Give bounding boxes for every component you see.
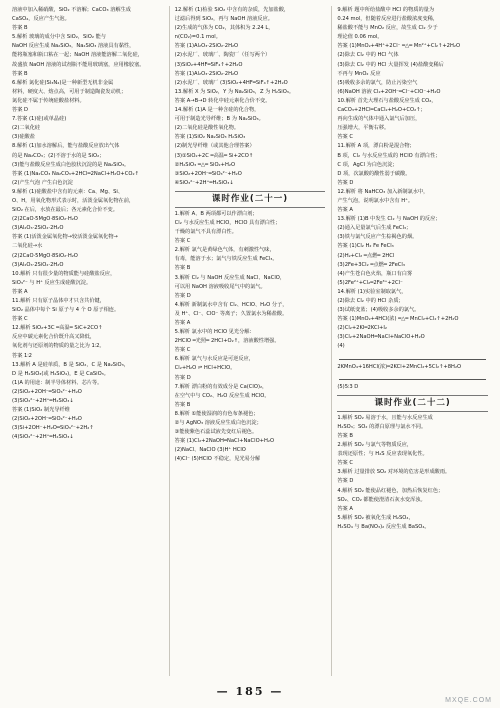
text-line: (2)NaCl、NaClO (3)H⁺ HClO — [174, 447, 246, 454]
text-line: (3)Al₂O₃·2SiO₂·2H₂O — [12, 225, 64, 232]
text-line: 答案 B — [337, 432, 353, 439]
text-line: B 项，Cl₂ 与水反应生成的 HClO 有漂白性； — [337, 152, 441, 159]
text-line: 11.解析 只有原子晶体中才只含共价键， — [12, 298, 105, 304]
text-line: 产生气泡，说明氯水中含有 H⁺。 — [337, 197, 414, 204]
text-line: 答案 1∶2 — [12, 352, 32, 359]
text-line: (3)铁与氯气反应产生棕褐色的烟。 — [337, 234, 418, 241]
text-line: (2)SiO₂+2OH⁻═SiO₃²⁻+H₂O — [12, 388, 82, 395]
text-line: H₂SO₃；SO₂ 的漂白原理与氯水不同。 — [337, 423, 427, 430]
text-line: 4.解析 新制氯水中含有 Cl₂、HClO、H₂O 分子， — [174, 301, 288, 308]
text-line: 能将瓶塞和瓶口粘在一起；NaOH 溶液能溶解二氧化硅， — [12, 52, 143, 59]
page-footer: — 185 — — [216, 685, 284, 698]
text-line: (5)5∶3 D — [337, 383, 359, 390]
text-line: 13.解析 X 为 SiO₂，Y 为 Na₂SiO₃，Z 为 H₂SiO₃。 — [174, 88, 295, 95]
text-line: (2)Cl₂+2KI═2KCl+I₂ — [337, 325, 387, 332]
text-line: 答案 D — [337, 179, 354, 186]
page-content — [12, 6, 488, 676]
text-line: 2.解析 氯气是黄绿色气体，有刺激性气味， — [174, 247, 275, 254]
text-line: 答案 A — [174, 320, 191, 326]
text-line: 压强增大，平衡右移。 — [337, 125, 390, 132]
text-line: ②与 AgNO₃ 溶液反应生成白色沉淀； — [174, 420, 262, 427]
text-line: D 项，次氯酸的酸性弱于碳酸。 — [337, 170, 411, 177]
text-line: 答案 B — [174, 265, 191, 272]
text-line: 不再与 MnO₂ 反应 — [337, 70, 381, 77]
text-line: 14.解析 (1)A 是一种含硅的化合物， — [174, 107, 260, 114]
text-line: 5.解析 SO₂ 被氧化生成 H₂SO₄， — [337, 514, 414, 521]
text-line: ④SiO₃²⁻+2H⁺═H₂SiO₃↓ — [174, 179, 234, 186]
text-line: (4)产生苍白色火焰，瓶口有白雾 — [337, 270, 413, 277]
text-line: (3)Cl₂+2NaOH═NaCl+NaClO+H₂O — [337, 334, 425, 341]
text-line: ③能使紫色石蕊试液先变红后褪色。 — [174, 429, 258, 436]
text-line: 答案 C — [174, 238, 191, 245]
column-left — [12, 6, 163, 676]
text-line: (3)除去 Cl₂ 中的 HCl 大量挥发 (4)盐酸变稀后 — [337, 61, 444, 68]
text-line: 有毒，能溶于水；氯气与铁反应生成 FeCl₃。 — [174, 256, 278, 263]
text-line: 故盛放 NaOH 溶液的试剂瓶不能用玻璃塞，应用橡胶塞。 — [12, 61, 145, 68]
text-line: 8.解析 (1)加水溶解后，能与盐酸反应放出气体 — [12, 143, 120, 150]
text-line: 表现还原性；与 H₂S 反应表现氧化性。 — [337, 451, 428, 458]
text-line: SiO₂ 晶体中每个 Si 原子与 4 个 O 原子相连。 — [12, 307, 120, 314]
text-line: SO₂、CO₂ 都能使澄清石灰水变浑浊。 — [337, 496, 426, 503]
text-line: 答案 A — [337, 207, 353, 214]
text-line: 氮化硅不属于传统硅酸盐材料。 — [12, 97, 85, 104]
text-line: 10.解析 首先大理石与盐酸反应生成 CO₂， — [337, 97, 437, 104]
text-line: C 项，AgCl 为白色沉淀； — [337, 161, 398, 168]
text-line: 答案 A — [12, 288, 28, 295]
text-line: 答案 (1)Cl₂ H₂ Fe FeCl₃ — [337, 243, 394, 250]
text-line: (4)Cl⁻ (5)HClO 不稳定，见光易分解 — [174, 456, 261, 463]
text-line: 6.解析 氮化硅(Si₃N₄)是一种新型无机非金属 — [12, 79, 114, 86]
text-line: (2)2CaO·5MgO·8SiO₂·H₂O — [12, 252, 78, 259]
text-line: 7.解析 漂白粉的有效成分是 Ca(ClO)₂， — [174, 383, 268, 390]
text-line: (3)①SiO₂+2C ═高温═ Si+2CO↑ — [174, 152, 254, 159]
page-number: 185 — [235, 685, 265, 698]
text-line: 材料，硬度大、熔点高，可用于制造陶瓷发动机； — [12, 88, 127, 95]
text-line: 答案 A — [337, 505, 353, 512]
text-line: Cl₂ 与水反应生成 HClO，HClO 具有漂白性； — [174, 219, 281, 226]
text-line: 答案 C — [337, 134, 353, 141]
text-line: 可用于制造光导纤维；B 为 Na₂SiO₃。 — [174, 116, 264, 123]
text-line: 答案 B — [12, 70, 28, 77]
text-line: 4.解析 SO₂ 能使品红褪色，加热后恢复红色； — [337, 487, 444, 494]
text-line: (2)生成的气体为 CO₂，其体积为 2.24 L， — [174, 25, 274, 32]
text-line: 答案 C — [337, 460, 353, 467]
text-line: (3)能与盐酸反应生成白色胶状沉淀的是 Na₂SiO₃。 — [12, 161, 130, 168]
text-line: (2)水泥厂、玻璃厂、陶瓷厂（任写两个） — [174, 52, 271, 59]
text-line: 答案 (1)MnO₂+4H⁺+2Cl⁻ ═△═ Mn²⁺+Cl₂↑+2H₂O — [337, 43, 461, 50]
text-line: (3)硅酸盐 — [12, 134, 35, 141]
text-line: 答案 (1)Cl₂+2NaOH═NaCl+NaClO+H₂O — [174, 438, 275, 445]
text-line: 8.解析 ①能使湿润的有色布条褪色； — [174, 410, 259, 417]
text-line: 及 H⁺、Cl⁻、ClO⁻ 等离子；久置氯水为稀盐酸。 — [174, 310, 288, 317]
text-line: Cl₂+H₂O ⇌ HCl+HClO。 — [174, 365, 236, 372]
section-heading: 课时作业(二十一) — [175, 191, 326, 208]
text-line: (2)制光导纤维（或其他合理答案） — [174, 143, 255, 150]
text-line: 反应中碳元素化合价既升高又降低， — [12, 334, 96, 341]
section-heading: 课时作业(二十二) — [337, 395, 488, 412]
column-middle — [169, 6, 326, 676]
text-line: n(CO₂)=0.1 mol。 — [174, 34, 221, 41]
text-line: D 是 H₂SiO₃(或 H₄SiO₄)，E 是 CaSiO₃。 — [12, 370, 109, 377]
text-line: 2KMnO₄+16HCl(浓)═2KCl+2MnCl₂+5Cl₂↑+8H₂O — [337, 363, 462, 370]
text-line: (2)SiO₂+2OH⁻═SiO₃²⁻+H₂O — [12, 416, 82, 423]
text-line: 13.解析 (1)B 中发生 Cl₂ 与 NaOH 的反应； — [337, 216, 441, 223]
text-line: (2)二氧化硅是酸性氧化物。 — [174, 125, 240, 132]
text-line: (2)H₂+Cl₂ ═点燃═ 2HCl — [337, 252, 395, 259]
text-line: ②H₂SiO₃ ═△═ SiO₂+H₂O — [174, 161, 236, 168]
text-line: (4)SiO₃²⁻+2H⁺═H₂SiO₃↓ — [12, 434, 74, 441]
text-line: 答案 (1)活泼金属氧化物→较活泼金属氧化物→ — [12, 234, 118, 241]
text-line: (5)吸收多余的氯气，防止污染空气 — [337, 79, 418, 86]
text-line: (3)Al₂O₃·2SiO₂·2H₂O — [12, 261, 64, 268]
text-line: 10.解析 只有很少量的物质能与硅酸盐反应， — [12, 270, 116, 277]
text-line: 答案 (1)Al₂O₃·2SiO₂·2H₂O — [174, 70, 239, 77]
text-line: 0.24 mol，但随着反应进行盐酸浓度变稀， — [337, 16, 439, 23]
text-line: 9.解析 (1)硅酸盐中含有的元素：Ca、Mg、Si、 — [12, 188, 124, 195]
text-line: 答案 (1)SiO₂ 制光导纤维 — [12, 407, 70, 414]
text-line: (2)除去 Cl₂ 中的 HCl 气体 — [337, 52, 399, 59]
text-line: 答案 C — [12, 316, 28, 323]
text-line: (2)2CaO·5MgO·8SiO₂·H₂O — [12, 216, 78, 223]
text-line: SiO₂ 在后，水放在最后；各元素化合价不变。 — [12, 207, 118, 214]
text-line: 答案 C — [174, 347, 191, 354]
text-line: 可以用 NaOH 溶液吸收尾气中的氯气。 — [174, 283, 266, 290]
text-line: 3.解析 Cl₂ 与 NaOH 反应生成 NaCl、NaClO， — [174, 274, 286, 281]
text-line: (2)水泥厂、玻璃厂 (3)SiO₂+4HF═SiF₄↑+2H₂O — [174, 79, 288, 86]
text-line: 答案 (1)MnO₂+4HCl(浓) ═△═ MnCl₂+Cl₂↑+2H₂O — [337, 316, 459, 323]
text-line: 答案 D — [174, 374, 191, 381]
text-line: (2)通入足量氯气后生成 FeCl₃； — [337, 225, 412, 232]
electron-transfer-bracket — [339, 355, 486, 360]
text-line: 过滤后得到 SiO₂，再与 NaOH 溶液反应。 — [174, 16, 273, 23]
text-line: 理论值 0.06 mol。 — [337, 34, 383, 41]
text-line: (3)Si+2OH⁻+H₂O═SiO₃²⁻+2H₂↑ — [12, 425, 94, 432]
text-line: 答案 (1)SiO₂ Na₂SiO₃ H₂SiO₃ — [174, 134, 246, 141]
text-line: CaCO₃+2HCl═CaCl₂+H₂O+CO₂↑； — [337, 107, 426, 114]
text-line: 2HClO ═光照═ 2HCl+O₂↑，溶液酸性增强。 — [174, 338, 280, 345]
text-line: 5.解析 氯水中的 HClO 见光分解： — [174, 329, 255, 336]
text-line: 溶液中加入稀硝酸，SiO₂ 不溶解；CaCO₃ 溶解生成 — [12, 7, 131, 13]
text-line: 的是 Na₂CO₃；(2)不溶于水的是 SiO₂； — [12, 152, 105, 159]
text-line: (2)产生气泡 产生白色沉淀 — [12, 179, 73, 186]
text-line: 答案 D — [12, 107, 29, 114]
text-line: O、H，用氧化物形式表示时，活泼金属氧化物在前， — [12, 197, 135, 204]
text-line: 6.解析 氯气与水反应是可逆反应， — [174, 356, 254, 363]
text-line: (1)A 的用途：制半导体材料、芯片等。 — [12, 379, 103, 386]
text-line: (3)2Fe+3Cl₂ ═点燃═ 2FeCl₃ — [337, 261, 405, 268]
text-line: 13.解析 A 是硅单质，B 是 SiO₂，C 是 Na₂SiO₃， — [12, 361, 129, 368]
text-line: (5)2Fe²⁺+Cl₂═2Fe³⁺+2Cl⁻ — [337, 279, 403, 286]
text-line: (3)SiO₃²⁻+2H⁺═H₂SiO₃↓ — [12, 398, 74, 405]
watermark-text: MXQE.COM — [445, 697, 492, 704]
text-line: 12.解析 SiO₂+3C ═高温═ SiC+2CO↑ — [12, 325, 103, 332]
column-right — [331, 6, 488, 676]
text-line: (3)SiO₂+4HF═SiF₄↑+2H₂O — [174, 61, 243, 68]
text-line: ③SiO₂+2OH⁻═SiO₃²⁻+H₂O — [174, 170, 242, 177]
text-line: (2)二氧化硅 — [12, 125, 41, 132]
text-line: 14.解析 (1)实验室制取氯气， — [337, 288, 407, 295]
text-line: (4) — [337, 343, 345, 350]
text-line: SiO₃²⁻ 与 H⁺ 反应生成硅酸沉淀。 — [12, 279, 92, 286]
text-line: 11.解析 A 项，漂白粉是混合物； — [337, 143, 415, 150]
text-line: 1.解析 SO₂ 易溶于水，且能与水反应生成 — [337, 414, 433, 421]
text-line: H₂SO₄ 与 Ba(NO₃)₂ 反应生成 BaSO₄。 — [337, 523, 430, 530]
text-line: 干燥的氯气不具有漂白性。 — [174, 229, 237, 236]
text-line: 答案 B — [174, 401, 191, 408]
text-line: (2)除去 Cl₂ 中的 HCl 杂质； — [337, 298, 404, 304]
text-line: 答案 B — [12, 25, 28, 32]
text-line: (3)试纸变蓝；(4)吸收多余的氯气。 — [337, 307, 420, 314]
text-line: 答案 A→B→D 转化中硅元素化合价不变。 — [174, 97, 271, 104]
text-line: 氧化剂与还原剂的物质的量之比为 1∶2。 — [12, 343, 105, 350]
text-line: 在空气中与 CO₂、H₂O 反应生成 HClO。 — [174, 392, 270, 399]
text-line: 稀盐酸不能与 MnO₂ 反应，故生成 Cl₂ 少于 — [337, 25, 438, 32]
text-line: 3.解析 过量排放 SO₂ 对环境的危害是形成酸雨。 — [337, 469, 451, 476]
text-line: CaSO₄，反应产生气泡。 — [12, 16, 70, 23]
text-line: 2.解析 SO₂ 与氯气等物质反应， — [337, 442, 413, 449]
text-line: 12.解析 将 NaHCO₃ 加入新制氯水中， — [337, 188, 429, 195]
text-line: 二氧化硅→水 — [12, 243, 43, 250]
text-line: 答案 D — [174, 292, 191, 299]
text-line: 再向生成的气体中通入氯气后加压， — [337, 116, 421, 123]
text-line: 5.解析 玻璃的成分中含 SiO₂，SiO₂ 能与 — [12, 34, 106, 41]
text-line: 7.答案 (1)硅(或单晶硅) — [12, 116, 67, 123]
text-line: 12.解析 (1)检验 SiO₂ 中含有的杂质，先加盐酸， — [174, 7, 290, 13]
text-line: 答案 (1)Al₂O₃·2SiO₂·2H₂O — [174, 43, 239, 50]
text-line: 1.解析 A、B 两项都可以作漂白剂； — [174, 210, 258, 217]
text-line: 答案 (1)Na₂CO₃ Na₂CO₃+2HCl═2NaCl+H₂O+CO₂↑ — [12, 170, 139, 177]
electron-transfer-bracket — [339, 375, 486, 380]
text-line: 答案 D — [337, 478, 354, 485]
text-line: (6)NaOH 溶液 Cl₂+2OH⁻═Cl⁻+ClO⁻+H₂O — [337, 88, 441, 95]
text-line: 9.解析 题中所给盐酸中 HCl 的物质的量为 — [337, 7, 435, 13]
text-line: NaOH 反应生成 Na₂SiO₃，Na₂SiO₃ 溶液具有黏性， — [12, 43, 135, 50]
